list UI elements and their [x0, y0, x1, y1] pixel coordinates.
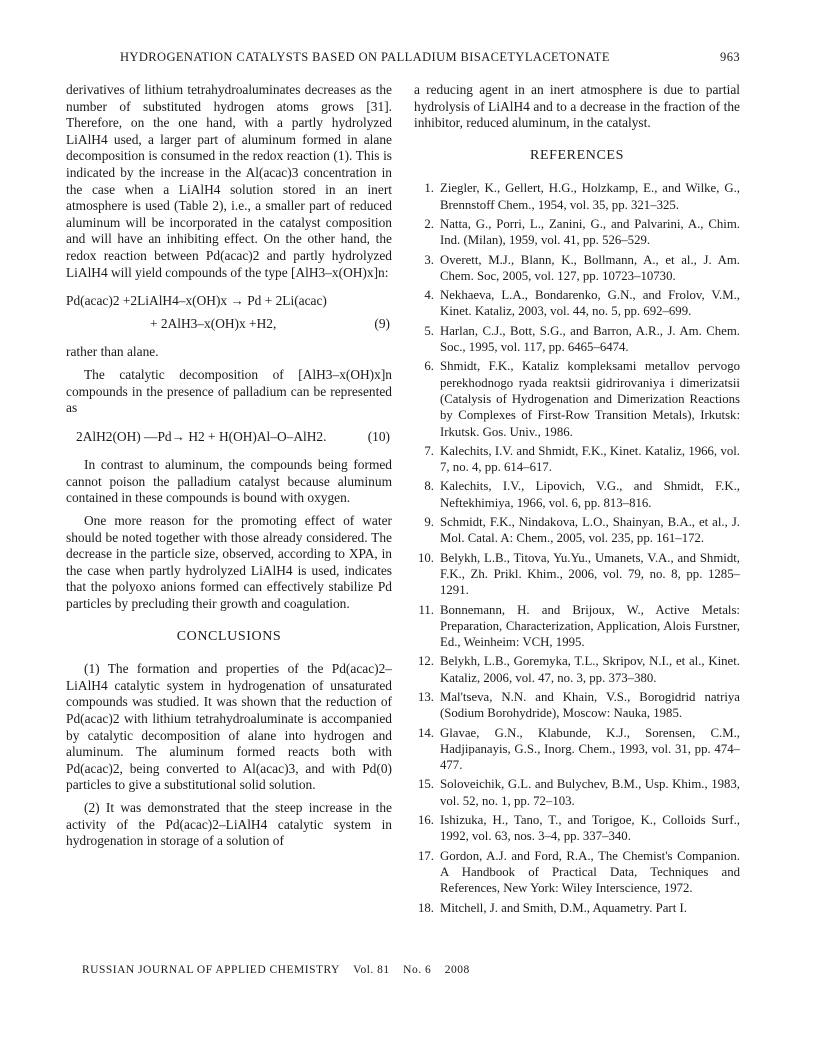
reference-item: 14. Glavae, G.N., Klabunde, K.J., Sorensen, C.M., Hadjipanayis, G.S., Inorg. Chem., 1993, vol. 31, pp. 474–477.	[418, 725, 740, 773]
reference-item: 4. Nekhaeva, L.A., Bondarenko, G.N., and Frolov, V.M., Kinet. Kataliz, 2003, vol. 44, no. 5, pp. 692–699.	[424, 288, 740, 319]
reference-item: 5. Harlan, C.J., Bott, S.G., and Barron, A.R., J. Am. Chem. Soc., 1995, vol. 117, pp. 6465–6474.	[424, 323, 740, 355]
left-column	[66, 82, 392, 850]
reference-item: 7. Kalechits, I.V. and Shmidt, F.K., Kinet. Kataliz, 1966, vol. 7, no. 4, pp. 614–617.	[424, 443, 740, 475]
reference-item: 13. Mal'tseva, N.N. and Khain, V.S., Borogidrid natriya (Sodium Borohydride), Moscow: Nauka, 1985.	[418, 689, 740, 721]
paragraph: derivatives of lithium tetrahydroaluminates decreases as the number of substituted hydrogen atoms grows [31]. Therefore, on the one hand, with a partly hydrolyzed LiAlH4 used, a larger part of aluminum formed in alane decomposition is consumed in the redox reaction (1). This is indicated by the increase in the Al(acac)3 concentration in the case when a LiAlH4 solution stored in an inert atmosphere is used (Table 2), i.e., a smaller part of reduced aluminum will be incorporated in the catalyst composition and will have an inhibiting effect. On the other hand, the redox reaction between Pd(acac)2 and partly hydrolyzed LiAlH4 will yield compounds of the type [AlH3–x(OH)x]n:	[66, 82, 392, 280]
paragraph: One more reason for the promoting effect of water should be noted together with those already considered. The decrease in the particle size, observed, according to XPA, in the case when partly hydrolyzed LiAlH4 is used, indicates that the polyoxo anions formed can effectively stabilize Pd particles by precluding their growth and coagulation.	[66, 513, 392, 612]
reference-item: 15. Soloveichik, G.L. and Bulychev, B.M., Usp. Khim., 1983, vol. 52, no. 1, pp. 72–103.	[418, 777, 740, 808]
reference-list	[414, 180, 740, 915]
paragraph: In contrast to aluminum, the compounds being formed cannot poison the palladium catalyst because aluminum contained in these compounds is bound with oxygen.	[66, 457, 392, 506]
conclusion-item: (1) The formation and properties of the Pd(acac)2–LiAlH4 catalytic system in hydrogenation of unsaturated compounds was studied. It was shown that the reduction of Pd(acac)2 with lithium tetrahydroaluminate is accompanied by catalytic decomposition of alane into hydrogen and aluminum. The aluminum formed reacts both with Pd(acac)2, being converted to Al(acac)3, and with Pd(0) particles to give a substitutional solid solution.	[66, 661, 392, 793]
reference-item: 10. Belykh, L.B., Titova, Yu.Yu., Umanets, V.A., and Shmidt, F.K., Zh. Prikl. Khim., 2006, vol. 79, no. 8, pp. 1285–1291.	[418, 550, 740, 598]
paragraph: The catalytic decomposition of [AlH3–x(OH)x]n compounds in the presence of palladium can be represented as	[66, 366, 392, 416]
running-footer	[82, 964, 470, 976]
right-column	[414, 82, 740, 919]
reference-item: 8. Kalechits, I.V., Lipovich, V.G., and Shmidt, F.K., Neftekhimiya, 1966, vol. 6, pp. 813–816.	[424, 479, 740, 510]
equation-9-line-1: Pd(acac)2 +2LiAlH4–x(OH)x → Pd + 2Li(acac)	[66, 293, 327, 309]
reference-item: 3. Overett, M.J., Blann, K., Bollmann, A., et al., J. Am. Chem. Soc, 2005, vol. 127, pp. 10723–10730.	[424, 252, 740, 283]
reference-item: 1. Ziegler, K., Gellert, H.G., Holzkamp, E., and Wilke, G., Brennstoff Chem., 1954, vol. 35, pp. 321–325.	[424, 181, 740, 212]
conclusion-item: (2) It was demonstrated that the steep increase in the activity of the Pd(acac)2–LiAlH4 catalytic system in hydrogenation in storage of a solution of	[66, 799, 392, 849]
reference-item: 9. Schmidt, F.K., Nindakova, L.O., Shainyan, B.A., et al., J. Mol. Catal. A: Chem., 2005, vol. 235, pp. 161–172.	[424, 515, 740, 546]
conclusions-heading: CONCLUSIONS	[176, 628, 282, 644]
page-number: 963	[720, 50, 740, 64]
equation-10: 2AlH2(OH) —Pd→ H2 + H(OH)Al–O–AlH2. (10)	[76, 428, 390, 444]
reference-item: 6. Shmidt, F.K., Kataliz kompleksami metallov pervogo perekhodnogo ryada reaktsii gidrirovaniya i dimerizatsii (Catalysis of Hydrogenation and Dimerization Reactions by Complexes of First-Row Transition Metals), Irkutsk: Irkutsk. Gos. Univ., 1986.	[424, 359, 740, 439]
paragraph: rather than alane.	[66, 344, 159, 360]
journal-name: RUSSIAN JOURNAL OF APPLIED CHEMISTRY	[82, 964, 340, 976]
journal-volume: Vol. 81	[353, 964, 390, 976]
journal-issue: No. 6	[403, 964, 432, 976]
reference-item: 11. Bonnemann, H. and Brijoux, W., Active Metals: Preparation, Characterization, Application, Alois Furstner, Ed., Weinheim: VCH, 1995.	[418, 602, 740, 650]
reference-item: 12. Belykh, L.B., Goremyka, T.L., Skripov, N.I., et al., Kinet. Kataliz, 2006, vol. 47, no. 3, pp. 373–380.	[418, 654, 740, 685]
equation-number: (10)	[367, 428, 390, 444]
journal-year: 2008	[444, 964, 470, 976]
running-title: HYDROGENATION CATALYSTS BASED ON PALLADIUM BISACETYLACETONATE	[120, 50, 610, 64]
reference-item: 17. Gordon, A.J. and Ford, R.A., The Chemist's Companion. A Handbook of Practical Data, Techniques and References, New York: Wiley Interscience, 1972.	[418, 848, 740, 896]
references-heading: REFERENCES	[530, 147, 624, 163]
reference-item: 2. Natta, G., Porri, L., Zanini, G., and Palvarini, A., Chim. Ind. (Milan), 1959, vol. 41, pp. 526–529.	[424, 216, 740, 248]
reference-item: 16. Ishizuka, H., Tano, T., and Torigoe, K., Colloids Surf., 1992, vol. 63, nos. 3–4, pp. 337–340.	[418, 813, 740, 844]
reference-item: 18. Mitchell, J. and Smith, D.M., Aquametry. Part I.	[418, 900, 687, 915]
equation-9-line-2: + 2AlH3–x(OH)x +H2, (9)	[150, 315, 390, 331]
equation-number: (9)	[374, 315, 390, 331]
paragraph: a reducing agent in an inert atmosphere is due to partial hydrolysis of LiAlH4 and to a decrease in the fraction of the inhibitor, reduced aluminum, in the catalyst.	[414, 82, 740, 131]
